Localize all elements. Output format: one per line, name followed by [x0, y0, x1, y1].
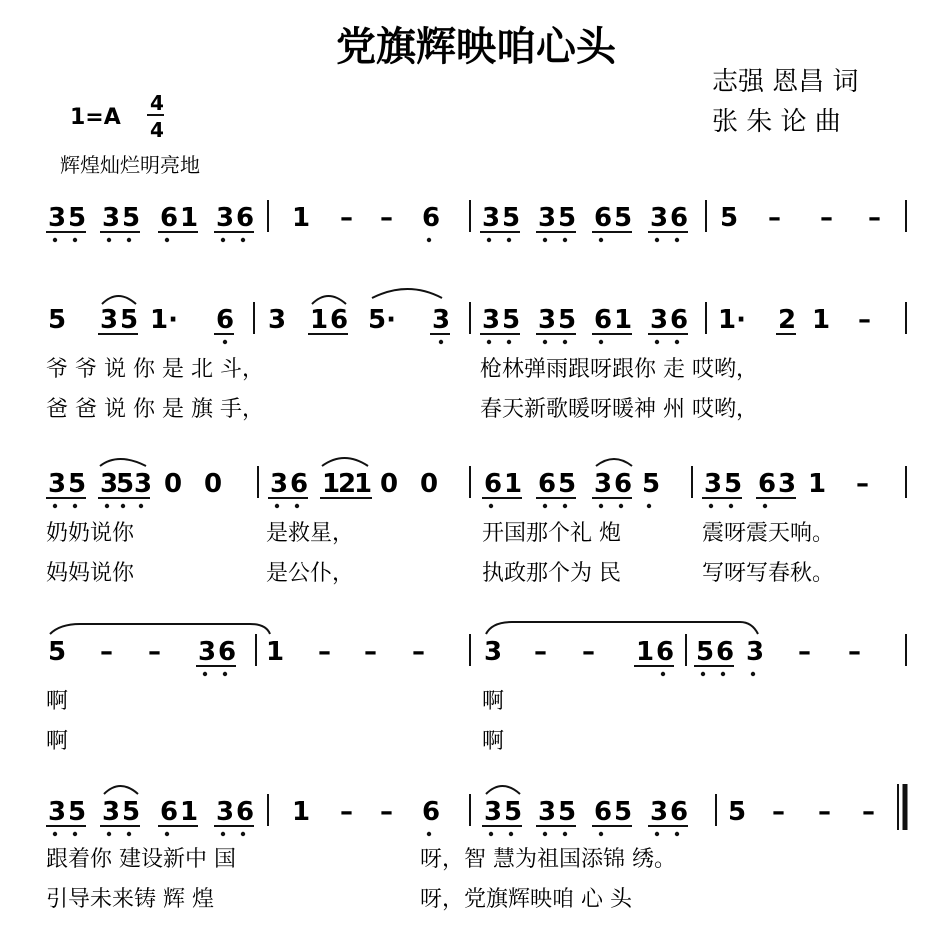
score-row-5: [46, 784, 905, 912]
lyric-verse2: 春天新歌暖呀暖神 州 哎哟，: [480, 397, 758, 422]
lyric-verse2: 爸 爸 说 你 是 旗 手，: [46, 397, 264, 422]
svg-text:6: 6: [656, 637, 675, 667]
svg-text:6: 6: [670, 305, 689, 335]
svg-text:3: 3: [538, 797, 557, 827]
svg-text:5·: 5·: [368, 305, 396, 335]
svg-text:3: 3: [270, 469, 289, 499]
svg-text:3: 3: [198, 637, 217, 667]
svg-text:–: –: [318, 637, 331, 667]
svg-text:1: 1: [322, 469, 341, 499]
svg-text:–: –: [412, 637, 425, 667]
svg-text:6: 6: [670, 203, 689, 233]
svg-text:5: 5: [68, 203, 87, 233]
svg-text:3: 3: [484, 797, 503, 827]
lyric-verse1: 跟着你 建设新中 国: [46, 847, 236, 872]
lyric-verse2: 写呀写春秋。: [702, 561, 835, 586]
svg-text:3: 3: [100, 305, 119, 335]
svg-text:3: 3: [216, 797, 235, 827]
svg-text:1=A: 1=A: [70, 105, 121, 130]
svg-text:5: 5: [122, 797, 141, 827]
key-signature: [70, 91, 164, 142]
svg-text:5: 5: [122, 203, 141, 233]
svg-text:3: 3: [650, 203, 669, 233]
svg-text:3: 3: [48, 203, 67, 233]
lyric-verse1: 震呀震天响。: [702, 521, 835, 546]
svg-text:3: 3: [594, 469, 613, 499]
svg-text:–: –: [820, 203, 833, 233]
svg-text:3: 3: [48, 797, 67, 827]
svg-text:6: 6: [484, 469, 503, 499]
svg-text:5: 5: [502, 305, 521, 335]
svg-text:6: 6: [594, 305, 613, 335]
svg-text:–: –: [868, 203, 881, 233]
svg-text:–: –: [534, 637, 547, 667]
score-row-4: [46, 622, 906, 754]
svg-text:–: –: [340, 203, 353, 233]
svg-text:5: 5: [642, 469, 661, 499]
svg-text:6: 6: [594, 203, 613, 233]
lyricist-credit: 志强 恩昌 词: [712, 67, 859, 97]
final-barline: [898, 784, 905, 830]
svg-text:0: 0: [420, 469, 439, 499]
lyric-verse2: 呀，党旗辉映咱 心 头: [420, 887, 632, 912]
lyric-verse2: 妈妈说你: [46, 561, 135, 586]
svg-text:1: 1: [354, 469, 373, 499]
composer-credit: 张 朱 论 曲: [712, 107, 841, 137]
svg-text:6: 6: [422, 203, 441, 233]
svg-text:–: –: [848, 637, 861, 667]
svg-text:5: 5: [558, 797, 577, 827]
svg-text:3: 3: [100, 469, 119, 499]
svg-text:1: 1: [614, 305, 633, 335]
svg-text:0: 0: [380, 469, 399, 499]
svg-text:1: 1: [292, 203, 311, 233]
svg-text:3: 3: [48, 469, 67, 499]
svg-text:6: 6: [160, 797, 179, 827]
svg-text:5: 5: [558, 305, 577, 335]
score-row-1: [46, 200, 906, 242]
svg-text:6: 6: [236, 797, 255, 827]
svg-text:3: 3: [538, 305, 557, 335]
lyric-verse1: 枪林弹雨跟呀跟你 走 哎哟，: [480, 357, 758, 382]
svg-text:5: 5: [558, 469, 577, 499]
svg-text:–: –: [818, 797, 831, 827]
svg-text:5: 5: [696, 637, 715, 667]
svg-text:5: 5: [724, 469, 743, 499]
lyric-verse2: 执政那个为 民: [482, 561, 621, 586]
svg-text:1: 1: [504, 469, 523, 499]
lyric-verse1: 啊: [46, 689, 69, 714]
svg-text:3: 3: [432, 305, 451, 335]
svg-text:–: –: [582, 637, 595, 667]
svg-text:–: –: [862, 797, 875, 827]
svg-text:3: 3: [268, 305, 287, 335]
svg-text:6: 6: [330, 305, 349, 335]
svg-text:3: 3: [102, 797, 121, 827]
lyric-verse2: 是公仆，: [266, 561, 355, 586]
tempo-marking: 辉煌灿烂明亮地: [60, 153, 200, 177]
svg-text:1: 1: [180, 203, 199, 233]
svg-text:1: 1: [292, 797, 311, 827]
lyric-verse1: 爷 爷 说 你 是 北 斗，: [46, 357, 264, 382]
svg-text:2: 2: [778, 305, 797, 335]
svg-text:–: –: [148, 637, 161, 667]
svg-text:–: –: [380, 203, 393, 233]
svg-text:3: 3: [778, 469, 797, 499]
svg-text:5: 5: [48, 305, 67, 335]
svg-text:3: 3: [482, 203, 501, 233]
time-signature-top: 4: [150, 91, 164, 115]
svg-text:–: –: [100, 637, 113, 667]
lyric-verse1: 开国那个礼 炮: [482, 521, 621, 546]
lyric-verse2: 啊: [482, 729, 505, 754]
svg-text:3: 3: [650, 797, 669, 827]
svg-text:–: –: [768, 203, 781, 233]
svg-text:–: –: [380, 797, 393, 827]
score-row-3: [46, 458, 906, 586]
svg-text:5: 5: [504, 797, 523, 827]
svg-text:3: 3: [482, 305, 501, 335]
svg-text:5: 5: [502, 203, 521, 233]
svg-text:6: 6: [538, 469, 557, 499]
svg-text:6: 6: [236, 203, 255, 233]
svg-text:5: 5: [68, 797, 87, 827]
svg-text:1: 1: [310, 305, 329, 335]
svg-text:3: 3: [484, 637, 503, 667]
svg-text:5: 5: [120, 305, 139, 335]
lyric-verse2: 啊: [46, 729, 69, 754]
svg-text:1·: 1·: [150, 305, 178, 335]
svg-text:6: 6: [594, 797, 613, 827]
time-signature-bottom: 4: [150, 118, 164, 142]
svg-text:3: 3: [216, 203, 235, 233]
svg-text:–: –: [856, 469, 869, 499]
svg-text:3: 3: [704, 469, 723, 499]
svg-text:3: 3: [134, 469, 153, 499]
lyric-verse1: 啊: [482, 689, 505, 714]
svg-text:6: 6: [290, 469, 309, 499]
svg-text:1: 1: [636, 637, 655, 667]
svg-text:5: 5: [614, 797, 633, 827]
svg-text:6: 6: [422, 797, 441, 827]
lyric-verse1: 奶奶说你: [46, 521, 135, 546]
svg-text:0: 0: [204, 469, 223, 499]
score-row-2: [46, 289, 906, 422]
svg-text:5: 5: [558, 203, 577, 233]
svg-text:6: 6: [614, 469, 633, 499]
svg-text:1·: 1·: [718, 305, 746, 335]
svg-text:5: 5: [48, 637, 67, 667]
svg-text:6: 6: [716, 637, 735, 667]
svg-text:–: –: [772, 797, 785, 827]
svg-text:–: –: [858, 305, 871, 335]
svg-text:3: 3: [102, 203, 121, 233]
svg-text:6: 6: [160, 203, 179, 233]
svg-text:–: –: [798, 637, 811, 667]
lyric-verse1: 呀，智 慧为祖国添锦 绣。: [420, 847, 676, 872]
svg-text:6: 6: [670, 797, 689, 827]
svg-text:6: 6: [216, 305, 235, 335]
svg-text:1: 1: [812, 305, 831, 335]
svg-text:1: 1: [266, 637, 285, 667]
svg-text:5: 5: [68, 469, 87, 499]
svg-text:–: –: [340, 797, 353, 827]
svg-text:6: 6: [758, 469, 777, 499]
svg-text:6: 6: [218, 637, 237, 667]
svg-text:5: 5: [728, 797, 747, 827]
svg-text:0: 0: [164, 469, 183, 499]
svg-text:3: 3: [746, 637, 765, 667]
svg-text:1: 1: [808, 469, 827, 499]
svg-text:3: 3: [538, 203, 557, 233]
svg-text:2: 2: [338, 469, 357, 499]
lyric-verse2: 引导未来铸 辉 煌: [46, 887, 214, 912]
svg-text:–: –: [364, 637, 377, 667]
svg-text:5: 5: [720, 203, 739, 233]
svg-text:5: 5: [116, 469, 135, 499]
svg-text:1: 1: [180, 797, 199, 827]
lyric-verse1: 是救星，: [266, 521, 355, 546]
svg-text:3: 3: [650, 305, 669, 335]
svg-text:5: 5: [614, 203, 633, 233]
song-title: 党旗辉映咱心头: [336, 23, 616, 70]
